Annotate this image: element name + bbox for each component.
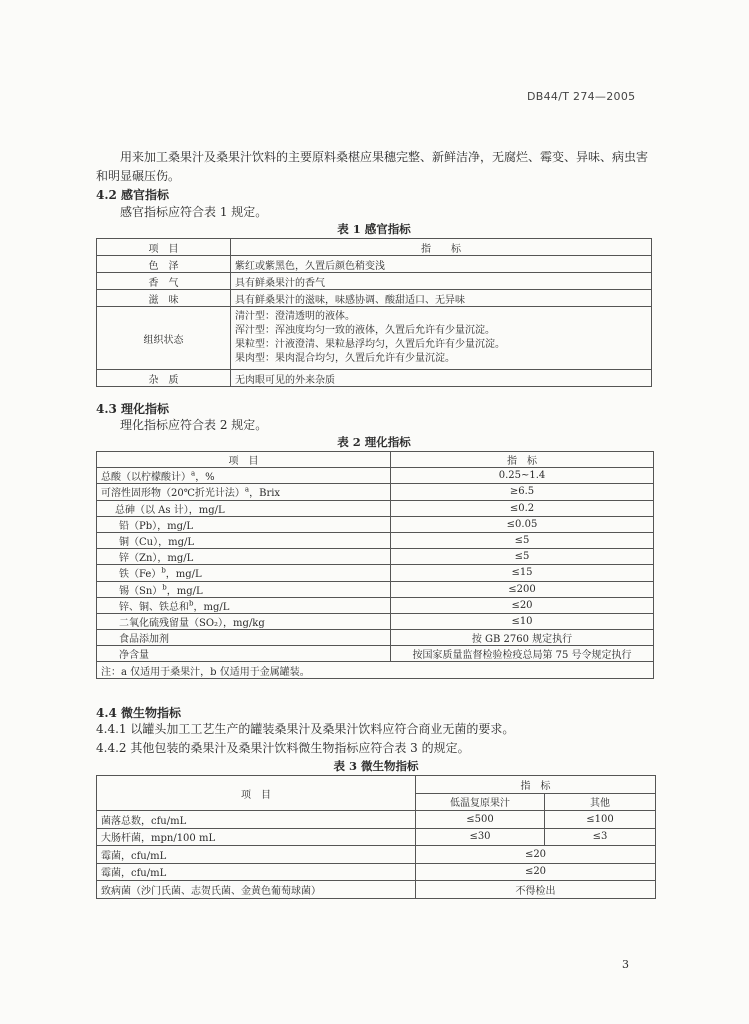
table-row <box>97 646 654 662</box>
table-row <box>97 468 654 484</box>
table-cell: 致病菌（沙门氏菌、志贺氏菌、金黄色葡萄球菌） <box>97 881 416 899</box>
table-3-caption: 表 3 微生物指标 <box>333 759 419 773</box>
table-cell: 香 气 <box>97 273 231 290</box>
section-4-2-text: 感官指标应符合表 1 规定。 <box>120 205 268 219</box>
table-row <box>97 307 652 370</box>
table-cell: 组织状态 <box>97 307 231 370</box>
table-row <box>97 597 654 613</box>
table-cell: 色 泽 <box>97 256 231 273</box>
table-cell: 具有鲜桑果汁的香气 <box>231 273 652 290</box>
section-4-3-heading: 4.3 理化指标 <box>96 402 170 416</box>
section-4-4-heading: 4.4 微生物指标 <box>96 706 182 720</box>
table-cell: 锡$(Sn)^b$，mg/L <box>97 581 391 597</box>
table-cell: 大肠杆菌，mpn/100 mL <box>97 828 416 846</box>
table-cell: 不得检出 <box>416 881 656 899</box>
table-cell: 锌（Zn），mg/L <box>97 549 391 565</box>
table-cell: ≤200 <box>391 581 654 597</box>
table-cell: ≤20 <box>391 597 654 613</box>
table-row <box>97 881 656 899</box>
table-cell: ≤5 <box>391 549 654 565</box>
table-row <box>97 273 652 290</box>
table-cell: 霉菌，cfu/mL <box>97 846 416 864</box>
table-row <box>97 239 652 256</box>
table-cell: 铜（Cu），mg/L <box>97 532 391 548</box>
table-cell: 紫红或紫黑色，久置后颜色稍变浅 <box>231 256 652 273</box>
table-row <box>97 370 652 387</box>
table-row <box>97 630 654 646</box>
table-row <box>97 549 654 565</box>
table-cell: 二氧化硫残留量（SO₂），mg/kg <box>97 613 391 629</box>
table-row <box>97 565 654 581</box>
table-row <box>97 452 654 468</box>
intro-paragraph: 用来加工桑果汁及桑果汁饮料的主要原料桑椹应果穗完整、新鲜洁净，无腐烂、霉变、异味、病虫害和明显碾压伤。 <box>96 150 649 183</box>
table-cell: ≤20 <box>416 846 656 864</box>
table-cell: ≤15 <box>391 565 654 581</box>
table-row <box>97 516 654 532</box>
table-header-cell: 低温复原果汁 <box>416 793 545 811</box>
table-cell: 总砷（以 As 计），mg/L <box>97 500 391 516</box>
table-row <box>97 828 656 846</box>
table-2-physicochemical <box>96 451 654 679</box>
table-cell: 无肉眼可见的外来杂质 <box>231 370 652 387</box>
texture-cloudy-type: 浑汁型：浑浊度均匀一致的液体，久置后允许有少量沉淀。 <box>235 325 495 336</box>
table-row <box>97 776 656 794</box>
table-row <box>97 846 656 864</box>
table-row <box>97 581 654 597</box>
section-4-4-2-text: 4.4.2 其他包装的桑果汁及桑果汁饮料微生物指标应符合表 3 的规定。 <box>96 741 470 755</box>
table-row <box>97 811 656 829</box>
table-header-cell: 项 目 <box>97 239 231 256</box>
table-cell: 霉菌，cfu/mL <box>97 863 416 881</box>
table-cell: 按国家质量监督检验检疫总局第 75 号令规定执行 <box>391 646 654 662</box>
table-cell: ≤0.05 <box>391 516 654 532</box>
table-cell: 食品添加剂 <box>97 630 391 646</box>
section-4-3-text: 理化指标应符合表 2 规定。 <box>120 418 268 432</box>
table-cell: ≤5 <box>391 532 654 548</box>
table-cell: ≤10 <box>391 613 654 629</box>
table-cell: 净含量 <box>97 646 391 662</box>
texture-clear-type: 清汁型：澄清透明的液体。 <box>235 311 355 322</box>
table-header-cell: 指 标 <box>391 452 654 468</box>
document-code: DB44/T 274—2005 <box>527 90 636 103</box>
table-row <box>97 500 654 516</box>
table-row <box>97 613 654 629</box>
table-row <box>97 256 652 273</box>
section-4-2-heading: 4.2 感官指标 <box>96 188 170 202</box>
table-cell: 具有鲜桑果汁的滋味，味感协调、酸甜适口、无异味 <box>231 290 652 307</box>
section-4-4-1-text: 4.4.1 以罐头加工工艺生产的罐装桑果汁及桑果汁饮料应符合商业无菌的要求。 <box>96 722 515 736</box>
table-cell: 总酸（以柠檬酸计）$^a$，% <box>97 468 391 484</box>
table-cell: 按 GB 2760 规定执行 <box>391 630 654 646</box>
table-row <box>97 662 654 678</box>
table-header-cell: 指 标 <box>231 239 652 256</box>
page-number: 3 <box>622 958 629 971</box>
table-cell: 可溶性固形物（20℃折光计法）$^a$，Brix <box>97 484 391 500</box>
table-cell: ≤500 <box>416 811 545 829</box>
table-cell: 铁$(Fe)^b$，mg/L <box>97 565 391 581</box>
table-note: 注：a 仅适用于桑果汁，b 仅适用于金属罐装。 <box>97 662 654 678</box>
table-cell: ≤3 <box>545 828 656 846</box>
table-row <box>97 532 654 548</box>
table-row <box>97 290 652 307</box>
texture-pulp-type: 果肉型：果肉混合均匀，久置后允许有少量沉淀。 <box>235 353 455 364</box>
table-cell: ≤20 <box>416 863 656 881</box>
table-row <box>97 484 654 500</box>
table-cell: 锌、铜、铁总和$^b$，mg/L <box>97 597 391 613</box>
table-cell: 铅（Pb），mg/L <box>97 516 391 532</box>
table-cell: ≤100 <box>545 811 656 829</box>
table-header-cell: 项 目 <box>97 776 416 811</box>
table-cell: ≤0.2 <box>391 500 654 516</box>
table-cell: ≤30 <box>416 828 545 846</box>
table-cell: 0.25~1.4 <box>391 468 654 484</box>
table-cell: 滋 味 <box>97 290 231 307</box>
table-header-cell: 项 目 <box>97 452 391 468</box>
table-header-cell: 其他 <box>545 793 656 811</box>
table-cell: 菌落总数，cfu/mL <box>97 811 416 829</box>
texture-granule-type: 果粒型：汁液澄清、果粒悬浮均匀，久置后允许有少量沉淀。 <box>235 339 505 350</box>
table-1-caption: 表 1 感官指标 <box>337 222 411 236</box>
table-3-microbiological <box>96 775 656 899</box>
table-2-caption: 表 2 理化指标 <box>337 435 411 449</box>
table-cell <box>231 307 652 370</box>
table-row <box>97 863 656 881</box>
table-cell: 杂 质 <box>97 370 231 387</box>
table-cell: ≥6.5 <box>391 484 654 500</box>
table-1-sensory <box>96 238 652 387</box>
table-header-cell: 指 标 <box>416 776 656 794</box>
